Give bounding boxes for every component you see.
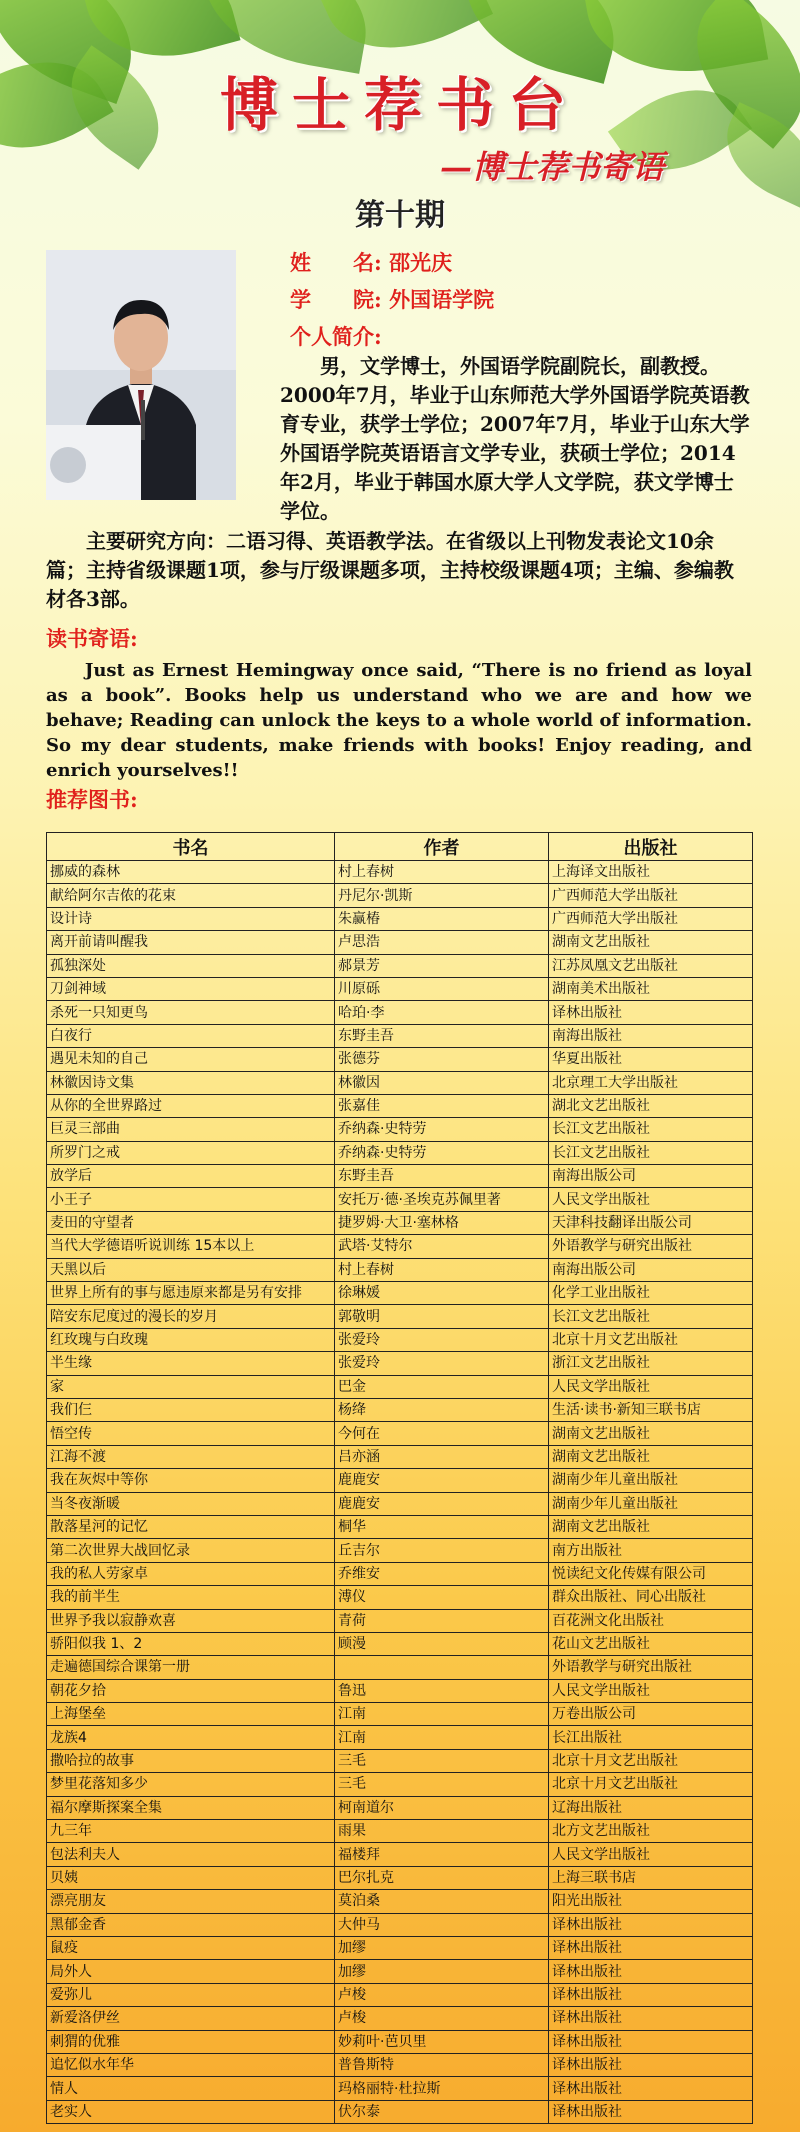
book-title-cell: 梦里花落知多少: [47, 1773, 335, 1796]
book-title-cell: 家: [47, 1375, 335, 1398]
book-title-cell: 追忆似水年华: [47, 2053, 335, 2076]
book-title-cell: 撒哈拉的故事: [47, 1749, 335, 1772]
book-author-cell: 捷罗姆·大卫·塞林格: [335, 1211, 549, 1234]
table-row: [47, 1305, 753, 1328]
book-publisher-cell: 北方文艺出版社: [549, 1820, 753, 1843]
table-row: [47, 2053, 753, 2076]
book-author-cell: 伏尔泰: [335, 2100, 549, 2123]
book-author-cell: 溥仪: [335, 1586, 549, 1609]
table-row: [47, 1773, 753, 1796]
book-publisher-cell: 译林出版社: [549, 2030, 753, 2053]
book-title-cell: 所罗门之戒: [47, 1141, 335, 1164]
book-publisher-cell: 上海译文出版社: [549, 861, 753, 884]
page-title: 博士荐书台: [219, 71, 580, 139]
book-title-cell: 世界予我以寂静欢喜: [47, 1609, 335, 1632]
table-row: [47, 1820, 753, 1843]
book-author-cell: 哈珀·李: [335, 1001, 549, 1024]
book-title-cell: 红玫瑰与白玫瑰: [47, 1328, 335, 1351]
college-value: 外国语学院: [389, 287, 495, 312]
book-publisher-cell: 北京十月文艺出版社: [549, 1749, 753, 1772]
book-author-cell: 安托万·德·圣埃克苏佩里著: [335, 1188, 549, 1211]
book-title-cell: 杀死一只知更鸟: [47, 1001, 335, 1024]
book-title-cell: 骄阳似我 1、2: [47, 1632, 335, 1655]
book-publisher-cell: 人民文学出版社: [549, 1375, 753, 1398]
book-title-cell: 朝花夕拾: [47, 1679, 335, 1702]
table-row: [47, 1328, 753, 1351]
book-publisher-cell: 辽海出版社: [549, 1796, 753, 1819]
table-row: [47, 1211, 753, 1234]
research-text: 主要研究方向：二语习得、英语教学法。在省级以上刊物发表论文10余篇；主持省级课题1项，参与厅级课题多项，主持校级课题4项；主编、参编教材各3部。: [46, 529, 734, 611]
name-row: [290, 247, 452, 277]
book-publisher-cell: 化学工业出版社: [549, 1282, 753, 1305]
book-title-cell: 上海堡垒: [47, 1703, 335, 1726]
book-publisher-cell: 湖南少年儿童出版社: [549, 1469, 753, 1492]
book-title-cell: 陪安东尼度过的漫长的岁月: [47, 1305, 335, 1328]
book-title-cell: 龙族4: [47, 1726, 335, 1749]
table-row: [47, 861, 753, 884]
book-title-cell: 包法利夫人: [47, 1843, 335, 1866]
book-author-cell: 村上春树: [335, 1258, 549, 1281]
book-title-cell: 贝姨: [47, 1866, 335, 1889]
table-row: [47, 1141, 753, 1164]
college-label: 学 院:: [290, 287, 382, 312]
book-title-cell: 第二次世界大战回忆录: [47, 1539, 335, 1562]
book-author-cell: 江南: [335, 1703, 549, 1726]
table-row: [47, 1609, 753, 1632]
table-row: [47, 1960, 753, 1983]
table-row: [47, 1375, 753, 1398]
table-row: [47, 954, 753, 977]
college-row: [290, 284, 494, 314]
book-title-cell: 黑郁金香: [47, 1913, 335, 1936]
book-author-cell: 莫泊桑: [335, 1890, 549, 1913]
book-author-cell: 卢思浩: [335, 931, 549, 954]
book-publisher-cell: 译林出版社: [549, 1001, 753, 1024]
table-row: [47, 1258, 753, 1281]
book-title-cell: 遇见未知的自己: [47, 1048, 335, 1071]
message-text: Just as Ernest Hemingway once said, “There is no friend as loyal as a book”. Books help us understand who we are and how we behave; Reading can unlock the keys to a whole world of information. So my dear students, make friends with books! Enjoy reading, and enrich yourselves!!: [46, 660, 752, 781]
book-publisher-cell: 南海出版公司: [549, 1258, 753, 1281]
table-row: [47, 1749, 753, 1772]
book-title-cell: 麦田的守望者: [47, 1211, 335, 1234]
book-publisher-cell: 译林出版社: [549, 2007, 753, 2030]
table-row: [47, 907, 753, 930]
book-title-cell: 刀剑神域: [47, 977, 335, 1000]
table-row: [47, 1936, 753, 1959]
book-author-cell: 鹿鹿安: [335, 1492, 549, 1515]
book-author-cell: 柯南道尔: [335, 1796, 549, 1819]
book-publisher-cell: 长江文艺出版社: [549, 1118, 753, 1141]
book-title-cell: 献给阿尔吉侬的花束: [47, 884, 335, 907]
book-author-cell: 张嘉佳: [335, 1094, 549, 1117]
book-title-cell: 局外人: [47, 1960, 335, 1983]
table-row: [47, 1492, 753, 1515]
book-publisher-cell: 人民文学出版社: [549, 1843, 753, 1866]
book-publisher-cell: 译林出版社: [549, 2077, 753, 2100]
table-row: [47, 1001, 753, 1024]
book-title-cell: 情人: [47, 2077, 335, 2100]
book-publisher-cell: 北京十月文艺出版社: [549, 1328, 753, 1351]
book-title-cell: 当代大学德语听说训练 15本以上: [47, 1235, 335, 1258]
book-title-cell: 我的私人劳家卓: [47, 1562, 335, 1585]
book-publisher-cell: 长江文艺出版社: [549, 1305, 753, 1328]
book-author-cell: 鲁迅: [335, 1679, 549, 1702]
book-author-cell: 乔纳森·史特劳: [335, 1141, 549, 1164]
book-author-cell: 丹尼尔·凯斯: [335, 884, 549, 907]
book-publisher-cell: 万卷出版公司: [549, 1703, 753, 1726]
book-author-cell: 郝景芳: [335, 954, 549, 977]
book-author-cell: 巴尔扎克: [335, 1866, 549, 1889]
table-row: [47, 2100, 753, 2123]
book-table-body: [47, 861, 753, 2124]
book-publisher-cell: 湖南文艺出版社: [549, 1445, 753, 1468]
table-row: [47, 1866, 753, 1889]
table-row: [47, 1913, 753, 1936]
table-row: [47, 1562, 753, 1585]
table-row: [47, 1024, 753, 1047]
book-author-cell: 三毛: [335, 1773, 549, 1796]
book-title-cell: 当冬夜渐暖: [47, 1492, 335, 1515]
book-author-cell: 乔纳森·史特劳: [335, 1118, 549, 1141]
book-title-cell: 放学后: [47, 1165, 335, 1188]
book-author-cell: 村上春树: [335, 861, 549, 884]
book-author-cell: 川原砾: [335, 977, 549, 1000]
book-publisher-cell: 长江文艺出版社: [549, 1141, 753, 1164]
book-title-cell: 新爱洛伊丝: [47, 2007, 335, 2030]
book-publisher-cell: 译林出版社: [549, 2100, 753, 2123]
table-row: [47, 977, 753, 1000]
book-author-cell: 江南: [335, 1726, 549, 1749]
book-publisher-cell: 生活·读书·新知三联书店: [549, 1398, 753, 1421]
header-title: 书名: [47, 833, 335, 861]
book-publisher-cell: 阳光出版社: [549, 1890, 753, 1913]
book-author-cell: 雨果: [335, 1820, 549, 1843]
book-author-cell: [335, 1656, 549, 1679]
book-title-cell: 走遍德国综合课第一册: [47, 1656, 335, 1679]
table-row: [47, 1656, 753, 1679]
table-row: [47, 2007, 753, 2030]
book-title-cell: 刺猬的优雅: [47, 2030, 335, 2053]
table-row: [47, 1398, 753, 1421]
book-title-cell: 白夜行: [47, 1024, 335, 1047]
page-subtitle: —博士荐书寄语: [440, 148, 665, 186]
book-publisher-cell: 南海出版公司: [549, 1165, 753, 1188]
header-publisher: 出版社: [549, 833, 753, 861]
portrait-photo: [46, 250, 236, 500]
book-author-cell: 丘吉尔: [335, 1539, 549, 1562]
book-publisher-cell: 人民文学出版社: [549, 1188, 753, 1211]
book-publisher-cell: 天津科技翻译出版公司: [549, 1211, 753, 1234]
table-row: [47, 1118, 753, 1141]
book-publisher-cell: 广西师范大学出版社: [549, 907, 753, 930]
message-heading: 读书寄语:: [46, 626, 138, 651]
book-title-cell: 小王子: [47, 1188, 335, 1211]
book-author-cell: 郭敬明: [335, 1305, 549, 1328]
book-title-cell: 从你的全世界路过: [47, 1094, 335, 1117]
book-author-cell: 妙莉叶·芭贝里: [335, 2030, 549, 2053]
book-author-cell: 玛格丽特·杜拉斯: [335, 2077, 549, 2100]
book-publisher-cell: 湖北文艺出版社: [549, 1094, 753, 1117]
book-publisher-cell: 北京理工大学出版社: [549, 1071, 753, 1094]
table-row: [47, 1235, 753, 1258]
table-row: [47, 1890, 753, 1913]
book-author-cell: 东野圭吾: [335, 1165, 549, 1188]
table-row: [47, 1469, 753, 1492]
book-title-cell: 漂亮朋友: [47, 1890, 335, 1913]
book-title-cell: 天黑以后: [47, 1258, 335, 1281]
book-publisher-cell: 湖南少年儿童出版社: [549, 1492, 753, 1515]
book-title-cell: 爱弥儿: [47, 1983, 335, 2006]
book-author-cell: 福楼拜: [335, 1843, 549, 1866]
book-publisher-cell: 华夏出版社: [549, 1048, 753, 1071]
book-title-cell: 设计诗: [47, 907, 335, 930]
table-row: [47, 931, 753, 954]
book-publisher-cell: 南海出版社: [549, 1024, 753, 1047]
table-row: [47, 1679, 753, 1702]
books-heading: 推荐图书:: [46, 787, 138, 812]
book-title-cell: 挪威的森林: [47, 861, 335, 884]
table-row: [47, 1422, 753, 1445]
table-row: [47, 1165, 753, 1188]
book-author-cell: 大仲马: [335, 1913, 549, 1936]
book-author-cell: 鹿鹿安: [335, 1469, 549, 1492]
book-title-cell: 鼠疫: [47, 1936, 335, 1959]
book-author-cell: 张德芬: [335, 1048, 549, 1071]
book-publisher-cell: 湖南文艺出版社: [549, 1422, 753, 1445]
book-author-cell: 卢梭: [335, 2007, 549, 2030]
book-publisher-cell: 湖南文艺出版社: [549, 931, 753, 954]
book-publisher-cell: 上海三联书店: [549, 1866, 753, 1889]
book-author-cell: 三毛: [335, 1749, 549, 1772]
book-title-cell: 散落星河的记忆: [47, 1515, 335, 1538]
book-publisher-cell: 湖南美术出版社: [549, 977, 753, 1000]
book-title-cell: 离开前请叫醒我: [47, 931, 335, 954]
book-publisher-cell: 百花洲文化出版社: [549, 1609, 753, 1632]
book-author-cell: 武塔·艾特尔: [335, 1235, 549, 1258]
book-publisher-cell: 译林出版社: [549, 1913, 753, 1936]
book-author-cell: 桐华: [335, 1515, 549, 1538]
name-label: 姓 名:: [290, 250, 382, 275]
book-title-cell: 老实人: [47, 2100, 335, 2123]
book-publisher-cell: 湖南文艺出版社: [549, 1515, 753, 1538]
book-publisher-cell: 译林出版社: [549, 2053, 753, 2076]
book-author-cell: 朱赢椿: [335, 907, 549, 930]
book-author-cell: 张爱玲: [335, 1328, 549, 1351]
book-author-cell: 加缪: [335, 1936, 549, 1959]
book-author-cell: 青荷: [335, 1609, 549, 1632]
book-author-cell: 杨绛: [335, 1398, 549, 1421]
table-row: [47, 1586, 753, 1609]
book-publisher-cell: 人民文学出版社: [549, 1679, 753, 1702]
book-publisher-cell: 花山文艺出版社: [549, 1632, 753, 1655]
table-row: [47, 1703, 753, 1726]
name-value: 邵光庆: [389, 250, 453, 275]
table-row: [47, 2077, 753, 2100]
table-row: [47, 1188, 753, 1211]
book-title-cell: 福尔摩斯探案全集: [47, 1796, 335, 1819]
book-publisher-cell: 北京十月文艺出版社: [549, 1773, 753, 1796]
table-row: [47, 1071, 753, 1094]
book-author-cell: 徐琳媛: [335, 1282, 549, 1305]
book-author-cell: 乔维安: [335, 1562, 549, 1585]
book-author-cell: 东野圭吾: [335, 1024, 549, 1047]
table-row: [47, 1445, 753, 1468]
book-title-cell: 九三年: [47, 1820, 335, 1843]
book-title-cell: 悟空传: [47, 1422, 335, 1445]
book-author-cell: 顾漫: [335, 1632, 549, 1655]
book-author-cell: 张爱玲: [335, 1352, 549, 1375]
book-title-cell: 半生缘: [47, 1352, 335, 1375]
book-author-cell: 今何在: [335, 1422, 549, 1445]
table-header-row: [47, 833, 753, 861]
book-title-cell: 林徽因诗文集: [47, 1071, 335, 1094]
book-author-cell: 卢梭: [335, 1983, 549, 2006]
book-title-cell: 孤独深处: [47, 954, 335, 977]
book-publisher-cell: 江苏凤凰文艺出版社: [549, 954, 753, 977]
table-row: [47, 1094, 753, 1117]
book-author-cell: 巴金: [335, 1375, 549, 1398]
table-row: [47, 884, 753, 907]
table-row: [47, 1282, 753, 1305]
book-publisher-cell: 译林出版社: [549, 1960, 753, 1983]
book-author-cell: 普鲁斯特: [335, 2053, 549, 2076]
book-publisher-cell: 浙江文艺出版社: [549, 1352, 753, 1375]
book-title-cell: 我的前半生: [47, 1586, 335, 1609]
book-author-cell: 加缪: [335, 1960, 549, 1983]
table-row: [47, 1726, 753, 1749]
table-row: [47, 1048, 753, 1071]
book-publisher-cell: 译林出版社: [549, 1983, 753, 2006]
book-publisher-cell: 外语教学与研究出版社: [549, 1235, 753, 1258]
book-title-cell: 江海不渡: [47, 1445, 335, 1468]
book-title-cell: 世界上所有的事与愿违原来都是另有安排: [47, 1282, 335, 1305]
book-publisher-cell: 广西师范大学出版社: [549, 884, 753, 907]
book-title-cell: 我们仨: [47, 1398, 335, 1421]
table-row: [47, 1843, 753, 1866]
table-row: [47, 1515, 753, 1538]
table-row: [47, 1352, 753, 1375]
book-title-cell: 我在灰烬中等你: [47, 1469, 335, 1492]
book-publisher-cell: 南方出版社: [549, 1539, 753, 1562]
intro-heading: 个人简介:: [290, 324, 382, 349]
book-publisher-cell: 群众出版社、同心出版社: [549, 1586, 753, 1609]
book-publisher-cell: 译林出版社: [549, 1936, 753, 1959]
header-author: 作者: [335, 833, 549, 861]
table-row: [47, 1796, 753, 1819]
book-publisher-cell: 长江出版社: [549, 1726, 753, 1749]
table-row: [47, 1632, 753, 1655]
book-publisher-cell: 悦读纪文化传媒有限公司: [549, 1562, 753, 1585]
book-table: [46, 832, 753, 2124]
book-author-cell: 林徽因: [335, 1071, 549, 1094]
table-row: [47, 1983, 753, 2006]
table-row: [47, 1539, 753, 1562]
book-author-cell: 吕亦涵: [335, 1445, 549, 1468]
table-row: [47, 2030, 753, 2053]
book-publisher-cell: 外语教学与研究出版社: [549, 1656, 753, 1679]
bio-text: 男，文学博士，外国语学院副院长，副教授。2000年7月，毕业于山东师范大学外国语学院英语教育专业，获学士学位；2007年7月，毕业于山东大学外国语学院英语语言文学专业，获硕士学位；2014年2月，毕业于韩国水原大学人文学院，获文学博士学位。: [280, 354, 750, 523]
book-title-cell: 巨灵三部曲: [47, 1118, 335, 1141]
issue-number: 第十期: [355, 198, 445, 233]
